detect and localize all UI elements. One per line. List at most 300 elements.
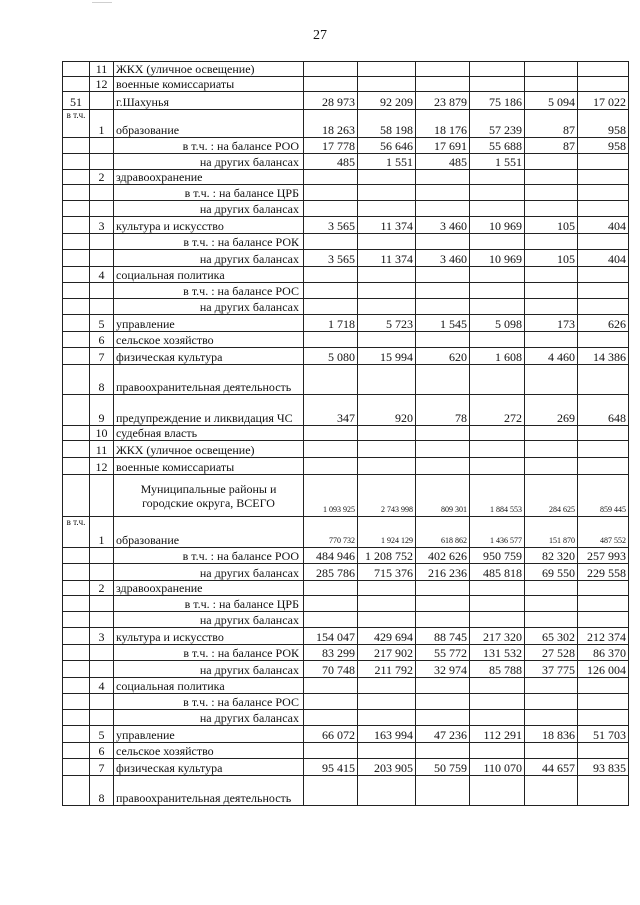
table-row — [63, 299, 629, 315]
value-cell — [416, 694, 470, 710]
value-cell: 55 688 — [470, 138, 525, 154]
value-cell: 151 870 — [525, 517, 578, 548]
value-cell — [525, 77, 578, 92]
row-code-cell — [63, 678, 90, 694]
value-cell: 3 565 — [304, 217, 358, 234]
value-cell: 126 004 — [578, 661, 629, 678]
value-cell: 28 973 — [304, 92, 358, 110]
row-code-cell — [63, 458, 90, 475]
value-cell: 85 788 — [470, 661, 525, 678]
item-number-cell — [90, 92, 114, 110]
value-cell — [358, 77, 416, 92]
category-name-cell: культура и искусство — [114, 628, 304, 645]
value-cell — [358, 267, 416, 283]
item-number-cell: 6 — [90, 332, 114, 348]
value-cell — [578, 678, 629, 694]
value-cell — [525, 154, 578, 170]
row-code-cell — [63, 217, 90, 234]
value-cell: 487 552 — [578, 517, 629, 548]
value-cell — [525, 267, 578, 283]
category-name-cell: в т.ч. : на балансе ЦРБ — [114, 596, 304, 612]
table-row — [63, 726, 629, 743]
value-cell: 620 — [416, 348, 470, 365]
value-cell: 82 320 — [525, 548, 578, 564]
category-name-cell: ЖКХ (уличное освещение) — [114, 62, 304, 77]
value-cell — [525, 776, 578, 806]
value-cell: 18 176 — [416, 110, 470, 138]
value-cell — [470, 77, 525, 92]
row-code-cell — [63, 332, 90, 348]
category-name-cell: правоохранительная деятельность — [114, 365, 304, 395]
table-row — [63, 154, 629, 170]
table-row — [63, 628, 629, 645]
value-cell — [358, 185, 416, 201]
category-name-cell: сельское хозяйство — [114, 743, 304, 759]
value-cell — [304, 77, 358, 92]
value-cell — [525, 332, 578, 348]
value-cell — [416, 365, 470, 395]
table-row — [63, 581, 629, 596]
value-cell — [304, 678, 358, 694]
row-code-cell — [63, 726, 90, 743]
value-cell — [578, 332, 629, 348]
value-cell — [358, 596, 416, 612]
row-code-cell — [63, 138, 90, 154]
table-body — [63, 62, 629, 806]
row-code-cell: 51 — [63, 92, 90, 110]
row-code-cell — [63, 365, 90, 395]
item-number-cell — [90, 661, 114, 678]
row-code-cell — [63, 426, 90, 441]
value-cell — [578, 234, 629, 250]
row-code-cell — [63, 348, 90, 365]
item-number-cell — [90, 250, 114, 267]
category-name-cell: физическая культура — [114, 759, 304, 776]
item-number-cell — [90, 710, 114, 726]
value-cell: 15 994 — [358, 348, 416, 365]
value-cell — [525, 678, 578, 694]
value-cell — [416, 678, 470, 694]
value-cell — [470, 234, 525, 250]
value-cell: 14 386 — [578, 348, 629, 365]
value-cell: 859 445 — [578, 475, 629, 517]
value-cell — [578, 458, 629, 475]
value-cell: 23 879 — [416, 92, 470, 110]
table-row — [63, 332, 629, 348]
value-cell — [358, 710, 416, 726]
value-cell — [358, 283, 416, 299]
value-cell: 69 550 — [525, 564, 578, 581]
value-cell — [304, 743, 358, 759]
item-number-cell: 11 — [90, 62, 114, 77]
value-cell: 65 302 — [525, 628, 578, 645]
row-code-cell — [63, 441, 90, 458]
row-code-cell — [63, 694, 90, 710]
value-cell — [358, 299, 416, 315]
category-name-cell: на других балансах — [114, 612, 304, 628]
row-code-cell — [63, 564, 90, 581]
row-code-cell — [63, 710, 90, 726]
value-cell — [304, 776, 358, 806]
value-cell: 57 239 — [470, 110, 525, 138]
table-row — [63, 250, 629, 267]
value-cell: 32 974 — [416, 661, 470, 678]
value-cell: 5 080 — [304, 348, 358, 365]
category-name-cell: здравоохранение — [114, 170, 304, 185]
value-cell: 958 — [578, 110, 629, 138]
table-row — [63, 517, 629, 548]
value-cell — [416, 170, 470, 185]
value-cell — [358, 694, 416, 710]
table-row — [63, 185, 629, 201]
value-cell: 1 884 553 — [470, 475, 525, 517]
table-row — [63, 645, 629, 661]
item-number-cell: 1 — [90, 517, 114, 548]
value-cell — [416, 234, 470, 250]
value-cell: 56 646 — [358, 138, 416, 154]
value-cell: 87 — [525, 110, 578, 138]
value-cell — [578, 710, 629, 726]
category-name-cell: предупреждение и ликвидация ЧС — [114, 395, 304, 426]
value-cell — [304, 596, 358, 612]
value-cell — [470, 365, 525, 395]
value-cell — [416, 743, 470, 759]
value-cell — [578, 426, 629, 441]
table-row — [63, 458, 629, 475]
value-cell: 105 — [525, 217, 578, 234]
value-cell: 2 743 998 — [358, 475, 416, 517]
category-name-cell: на других балансах — [114, 564, 304, 581]
value-cell: 93 835 — [578, 759, 629, 776]
category-name-cell: сельское хозяйство — [114, 332, 304, 348]
value-cell — [416, 710, 470, 726]
table-row — [63, 348, 629, 365]
item-number-cell — [90, 138, 114, 154]
value-cell: 154 047 — [304, 628, 358, 645]
value-cell: 1 208 752 — [358, 548, 416, 564]
value-cell — [525, 62, 578, 77]
page-number: 27 — [313, 28, 327, 43]
value-cell — [416, 267, 470, 283]
value-cell: 1 551 — [470, 154, 525, 170]
value-cell: 112 291 — [470, 726, 525, 743]
value-cell — [578, 201, 629, 217]
value-cell — [578, 441, 629, 458]
table-row — [63, 548, 629, 564]
row-code-cell — [63, 475, 90, 517]
value-cell — [470, 776, 525, 806]
value-cell: 347 — [304, 395, 358, 426]
table-row — [63, 596, 629, 612]
category-name-cell: на других балансах — [114, 299, 304, 315]
item-number-cell: 4 — [90, 267, 114, 283]
value-cell — [304, 234, 358, 250]
value-cell — [525, 441, 578, 458]
row-code-cell — [63, 612, 90, 628]
table-row — [63, 395, 629, 426]
value-cell — [578, 365, 629, 395]
value-cell — [358, 426, 416, 441]
value-cell — [470, 426, 525, 441]
value-cell: 37 775 — [525, 661, 578, 678]
value-cell — [470, 458, 525, 475]
value-cell: 17 022 — [578, 92, 629, 110]
row-code-cell — [63, 776, 90, 806]
value-cell: 211 792 — [358, 661, 416, 678]
value-cell — [358, 332, 416, 348]
category-name-cell: управление — [114, 726, 304, 743]
table-row — [63, 267, 629, 283]
value-cell: 404 — [578, 217, 629, 234]
value-cell: 5 098 — [470, 315, 525, 332]
value-cell — [578, 776, 629, 806]
item-number-cell: 3 — [90, 628, 114, 645]
value-cell — [304, 694, 358, 710]
value-cell — [525, 299, 578, 315]
value-cell — [304, 458, 358, 475]
value-cell — [578, 62, 629, 77]
value-cell — [416, 458, 470, 475]
value-cell: 1 436 577 — [470, 517, 525, 548]
row-code-cell — [63, 267, 90, 283]
value-cell: 70 748 — [304, 661, 358, 678]
value-cell: 105 — [525, 250, 578, 267]
value-cell — [470, 581, 525, 596]
value-cell: 3 565 — [304, 250, 358, 267]
category-name-cell: на других балансах — [114, 710, 304, 726]
category-name-cell: военные комиссариаты — [114, 77, 304, 92]
value-cell — [416, 426, 470, 441]
value-cell: 715 376 — [358, 564, 416, 581]
value-cell — [304, 441, 358, 458]
value-cell: 920 — [358, 395, 416, 426]
value-cell — [578, 694, 629, 710]
category-name-cell: на других балансах — [114, 154, 304, 170]
row-code-cell: в т.ч. — [63, 517, 90, 548]
value-cell — [416, 596, 470, 612]
value-cell: 95 415 — [304, 759, 358, 776]
value-cell: 770 732 — [304, 517, 358, 548]
value-cell: 50 759 — [416, 759, 470, 776]
value-cell: 217 320 — [470, 628, 525, 645]
value-cell — [470, 743, 525, 759]
value-cell: 229 558 — [578, 564, 629, 581]
value-cell — [416, 441, 470, 458]
table-row — [63, 694, 629, 710]
value-cell — [470, 694, 525, 710]
value-cell — [525, 458, 578, 475]
value-cell — [304, 267, 358, 283]
value-cell — [304, 426, 358, 441]
value-cell — [470, 332, 525, 348]
value-cell: 18 263 — [304, 110, 358, 138]
value-cell: 58 198 — [358, 110, 416, 138]
value-cell: 5 094 — [525, 92, 578, 110]
category-name-cell: на других балансах — [114, 661, 304, 678]
value-cell — [525, 426, 578, 441]
value-cell — [358, 612, 416, 628]
table-row — [63, 710, 629, 726]
category-name-cell: на других балансах — [114, 201, 304, 217]
value-cell: 809 301 — [416, 475, 470, 517]
item-number-cell: 5 — [90, 726, 114, 743]
row-code-cell — [63, 185, 90, 201]
table-row — [63, 170, 629, 185]
table-row — [63, 365, 629, 395]
value-cell: 5 723 — [358, 315, 416, 332]
row-code-cell — [63, 283, 90, 299]
item-number-cell — [90, 694, 114, 710]
value-cell: 648 — [578, 395, 629, 426]
item-number-cell — [90, 283, 114, 299]
value-cell — [304, 283, 358, 299]
value-cell — [304, 170, 358, 185]
value-cell — [578, 596, 629, 612]
value-cell: 11 374 — [358, 250, 416, 267]
value-cell: 618 862 — [416, 517, 470, 548]
value-cell — [416, 77, 470, 92]
value-cell — [470, 201, 525, 217]
table-row — [63, 110, 629, 138]
value-cell: 216 236 — [416, 564, 470, 581]
value-cell — [578, 299, 629, 315]
item-number-cell — [90, 201, 114, 217]
value-cell — [358, 365, 416, 395]
item-number-cell — [90, 234, 114, 250]
value-cell — [525, 365, 578, 395]
value-cell: 429 694 — [358, 628, 416, 645]
value-cell — [525, 612, 578, 628]
category-name-cell: в т.ч. : на балансе РОК — [114, 645, 304, 661]
value-cell — [416, 581, 470, 596]
table-row — [63, 138, 629, 154]
table-row — [63, 441, 629, 458]
value-cell — [416, 612, 470, 628]
value-cell: 1 093 925 — [304, 475, 358, 517]
item-number-cell — [90, 154, 114, 170]
table-row — [63, 612, 629, 628]
value-cell — [470, 170, 525, 185]
row-code-cell — [63, 62, 90, 77]
row-code-cell — [63, 250, 90, 267]
item-number-cell: 5 — [90, 315, 114, 332]
category-name-cell: правоохранительная деятельность — [114, 776, 304, 806]
value-cell: 626 — [578, 315, 629, 332]
value-cell: 272 — [470, 395, 525, 426]
row-code-cell — [63, 315, 90, 332]
row-code-cell — [63, 299, 90, 315]
row-code-cell — [63, 645, 90, 661]
category-name-cell: социальная политика — [114, 267, 304, 283]
row-code-cell — [63, 548, 90, 564]
table-row — [63, 661, 629, 678]
item-number-cell: 6 — [90, 743, 114, 759]
value-cell: 10 969 — [470, 217, 525, 234]
value-cell — [525, 694, 578, 710]
value-cell — [358, 743, 416, 759]
table-row — [63, 776, 629, 806]
category-name-cell: социальная политика — [114, 678, 304, 694]
value-cell — [304, 201, 358, 217]
value-cell — [578, 170, 629, 185]
item-number-cell: 1 — [90, 110, 114, 138]
value-cell — [358, 458, 416, 475]
value-cell — [525, 581, 578, 596]
value-cell: 485 818 — [470, 564, 525, 581]
row-code-cell — [63, 170, 90, 185]
item-number-cell — [90, 612, 114, 628]
value-cell — [525, 710, 578, 726]
category-name-cell: в т.ч. : на балансе РОК — [114, 234, 304, 250]
value-cell: 163 994 — [358, 726, 416, 743]
value-cell: 131 532 — [470, 645, 525, 661]
value-cell: 269 — [525, 395, 578, 426]
row-code-cell — [63, 661, 90, 678]
value-cell — [470, 710, 525, 726]
value-cell — [525, 596, 578, 612]
value-cell: 1 924 129 — [358, 517, 416, 548]
value-cell: 87 — [525, 138, 578, 154]
value-cell — [578, 267, 629, 283]
value-cell: 92 209 — [358, 92, 416, 110]
value-cell: 66 072 — [304, 726, 358, 743]
value-cell: 110 070 — [470, 759, 525, 776]
value-cell — [304, 62, 358, 77]
value-cell: 10 969 — [470, 250, 525, 267]
category-name-cell: на других балансах — [114, 250, 304, 267]
table-row — [63, 678, 629, 694]
value-cell: 83 299 — [304, 645, 358, 661]
category-name-cell: г.Шахунья — [114, 92, 304, 110]
table-row — [63, 234, 629, 250]
value-cell: 1 545 — [416, 315, 470, 332]
category-name-cell: образование — [114, 110, 304, 138]
item-number-cell: 4 — [90, 678, 114, 694]
statistics-table — [62, 61, 629, 806]
value-cell: 212 374 — [578, 628, 629, 645]
value-cell: 950 759 — [470, 548, 525, 564]
value-cell: 173 — [525, 315, 578, 332]
category-name-cell: судебная власть — [114, 426, 304, 441]
item-number-cell: 11 — [90, 441, 114, 458]
value-cell — [525, 201, 578, 217]
value-cell — [578, 581, 629, 596]
item-number-cell — [90, 548, 114, 564]
item-number-cell — [90, 475, 114, 517]
category-name-cell: в т.ч. : на балансе РОО — [114, 548, 304, 564]
value-cell — [470, 678, 525, 694]
value-cell — [416, 283, 470, 299]
value-cell — [578, 743, 629, 759]
value-cell: 958 — [578, 138, 629, 154]
value-cell: 1 608 — [470, 348, 525, 365]
table-row — [63, 743, 629, 759]
value-cell: 485 — [304, 154, 358, 170]
item-number-cell: 12 — [90, 77, 114, 92]
value-cell — [525, 170, 578, 185]
table-row — [63, 283, 629, 299]
category-name-cell: в т.ч. : на балансе РОС — [114, 283, 304, 299]
value-cell — [304, 332, 358, 348]
value-cell — [416, 62, 470, 77]
value-cell — [304, 581, 358, 596]
value-cell: 17 691 — [416, 138, 470, 154]
table-row — [63, 426, 629, 441]
category-name-cell: в т.ч. : на балансе РОС — [114, 694, 304, 710]
value-cell — [525, 185, 578, 201]
value-cell — [416, 776, 470, 806]
table-row — [63, 92, 629, 110]
